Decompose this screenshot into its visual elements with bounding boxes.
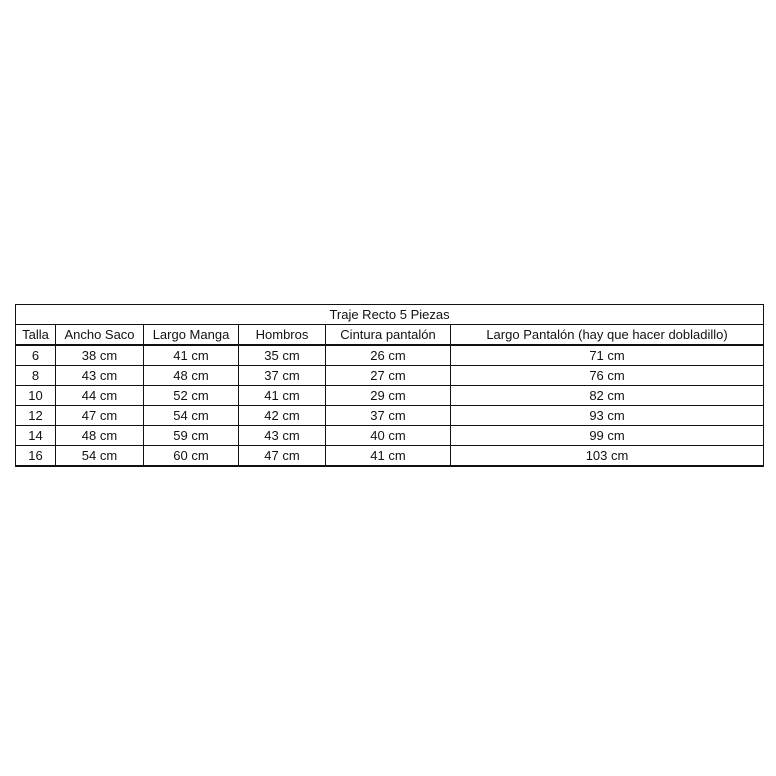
cell-largo-manga: 60 cm [144,446,239,467]
column-header-talla: Talla [16,325,56,346]
cell-hombros: 41 cm [239,386,326,406]
cell-ancho-saco: 47 cm [56,406,144,426]
cell-largo-pantalon: 82 cm [451,386,764,406]
cell-largo-pantalon: 99 cm [451,426,764,446]
cell-largo-manga: 41 cm [144,345,239,366]
cell-largo-pantalon: 93 cm [451,406,764,426]
cell-hombros: 42 cm [239,406,326,426]
table-row [16,345,764,366]
column-header-largo-manga: Largo Manga [144,325,239,346]
cell-cintura-pantalon: 29 cm [326,386,451,406]
cell-largo-manga: 48 cm [144,366,239,386]
cell-talla: 6 [16,345,56,366]
cell-talla: 8 [16,366,56,386]
header-row [16,325,764,346]
table-row [16,446,764,467]
cell-talla: 12 [16,406,56,426]
cell-cintura-pantalon: 26 cm [326,345,451,366]
cell-hombros: 43 cm [239,426,326,446]
cell-ancho-saco: 43 cm [56,366,144,386]
table-row [16,366,764,386]
cell-largo-pantalon: 71 cm [451,345,764,366]
cell-largo-pantalon: 76 cm [451,366,764,386]
cell-largo-manga: 52 cm [144,386,239,406]
column-header-largo-pantalon: Largo Pantalón (hay que hacer dobladillo) [451,325,764,346]
cell-hombros: 37 cm [239,366,326,386]
cell-hombros: 35 cm [239,345,326,366]
cell-ancho-saco: 44 cm [56,386,144,406]
cell-ancho-saco: 48 cm [56,426,144,446]
cell-cintura-pantalon: 27 cm [326,366,451,386]
cell-ancho-saco: 54 cm [56,446,144,467]
size-chart [15,304,763,467]
table-row [16,386,764,406]
cell-talla: 10 [16,386,56,406]
cell-largo-manga: 54 cm [144,406,239,426]
cell-hombros: 47 cm [239,446,326,467]
cell-largo-manga: 59 cm [144,426,239,446]
table-title: Traje Recto 5 Piezas [16,305,764,325]
column-header-cintura-pantalon: Cintura pantalón [326,325,451,346]
cell-ancho-saco: 38 cm [56,345,144,366]
column-header-ancho-saco: Ancho Saco [56,325,144,346]
table-row [16,426,764,446]
size-table [15,304,764,467]
cell-talla: 14 [16,426,56,446]
cell-cintura-pantalon: 40 cm [326,426,451,446]
column-header-hombros: Hombros [239,325,326,346]
cell-cintura-pantalon: 41 cm [326,446,451,467]
cell-cintura-pantalon: 37 cm [326,406,451,426]
cell-talla: 16 [16,446,56,467]
cell-largo-pantalon: 103 cm [451,446,764,467]
table-row [16,406,764,426]
